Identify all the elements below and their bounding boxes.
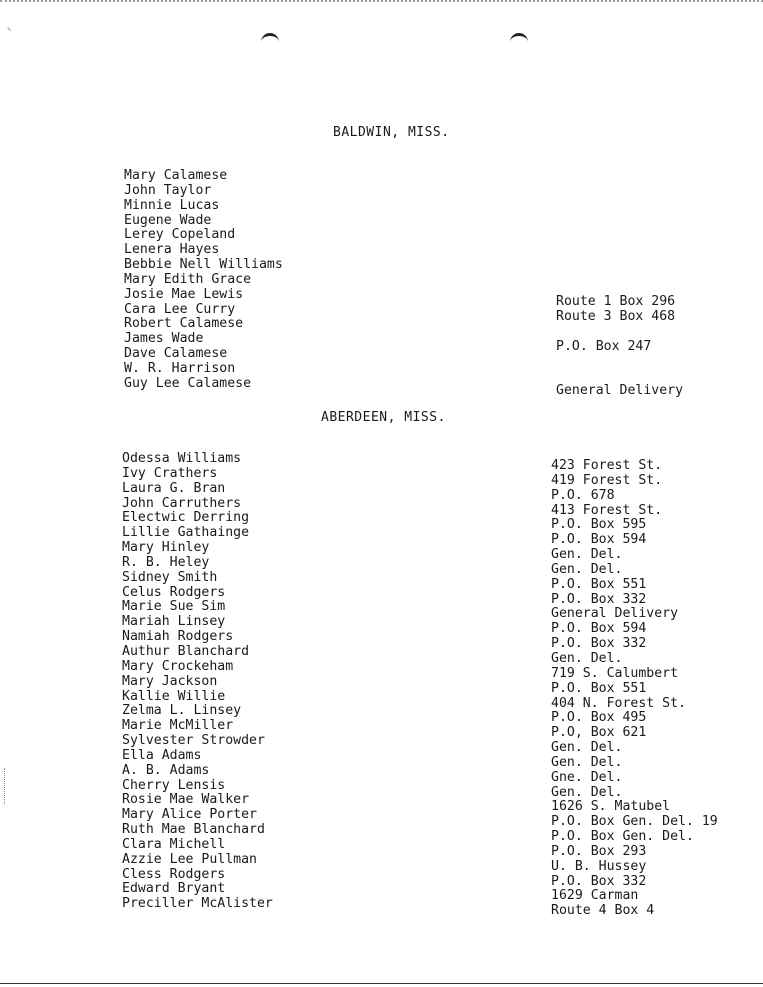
address-entry: P.O. Box 332	[551, 591, 647, 607]
address-entry: General Delivery	[551, 606, 679, 622]
address-entry: U. B. Hussey	[551, 858, 647, 874]
aberdeen-names-list	[122, 452, 273, 912]
name-entry: Clara Michell	[122, 836, 226, 852]
address-entry: P.O. Box 495	[551, 710, 647, 726]
address-entry: P.O. Box 332	[551, 873, 647, 889]
address-entry: General Delivery	[556, 383, 684, 399]
address-entry: Gne. Del.	[551, 769, 623, 785]
address-entry: P.O. Box 332	[551, 636, 647, 652]
name-entry: Mary Calamese	[124, 168, 228, 183]
address-entry: Gen. Del.	[551, 650, 623, 666]
name-entry: Authur Blanchard	[122, 643, 250, 659]
name-entry: Lerey Copeland	[124, 227, 236, 243]
address-entry: Route 4 Box 4	[551, 903, 655, 919]
address-entry: P.O. Box Gen. Del.	[551, 829, 694, 845]
name-entry: Azzie Lee Pullman	[122, 851, 257, 867]
name-entry: Ruth Mae Blanchard	[122, 822, 265, 838]
name-entry: Mary Alice Porter	[122, 807, 257, 823]
address-entry: P.O. Box Gen. Del. 19	[551, 814, 718, 830]
name-entry: Josie Mae Lewis	[124, 286, 244, 302]
name-entry: Electwic Derring	[122, 510, 250, 526]
name-entry: John Carruthers	[122, 495, 242, 511]
address-entry: 419 Forest St.	[551, 472, 663, 488]
address-entry: P.O. Box 595	[551, 517, 647, 533]
address-entry: P.O. Box 293	[551, 843, 647, 859]
name-entry: Preciller McAlister	[122, 896, 273, 912]
name-entry: Kallie Willie	[122, 688, 226, 704]
name-entry: Edward Bryant	[122, 881, 226, 897]
name-entry: Robert Calamese	[124, 316, 244, 332]
name-entry: Eugene Wade	[124, 212, 212, 228]
address-entry: 413 Forest St.	[551, 502, 663, 518]
name-entry: Bebbie Nell Williams	[124, 257, 283, 273]
address-entry: P.O. Box 594	[551, 532, 647, 548]
aberdeen-addresses-list	[551, 459, 718, 919]
name-entry: Celus Rodgers	[122, 584, 226, 600]
name-entry: Sidney Smith	[122, 569, 218, 585]
name-entry: Mary Edith Grace	[124, 271, 252, 287]
name-entry: Cherry Lensis	[122, 777, 226, 793]
name-entry: Mary Jackson	[122, 673, 218, 689]
name-entry: Lenera Hayes	[124, 242, 220, 258]
name-entry: Odessa Williams	[122, 451, 242, 466]
address-entry: P.O. Box 551	[551, 576, 647, 592]
binder-hole-mark-right	[510, 33, 528, 46]
address-entry: Gen. Del.	[551, 754, 623, 770]
margin-smudge	[4, 768, 13, 804]
name-entry: Laura G. Bran	[122, 480, 226, 496]
address-entry	[556, 354, 683, 369]
name-entry: Mary Hinley	[122, 540, 210, 556]
address-entry	[556, 369, 683, 384]
name-entry: Mary Crockeham	[122, 658, 234, 674]
address-entry: P.O. Box 594	[551, 621, 647, 637]
address-entry: Gen. Del.	[551, 784, 623, 800]
address-entry: 404 N. Forest St.	[551, 695, 686, 711]
name-entry: Lillie Gathainge	[122, 525, 250, 541]
aberdeen-heading: ABERDEEN, MISS.	[321, 410, 446, 425]
corner-mark: ◟	[6, 20, 13, 33]
baldwin-heading: BALDWIN, MISS.	[333, 125, 450, 140]
name-entry: Ella Adams	[122, 747, 202, 763]
address-entry: 719 S. Calumbert	[551, 665, 679, 681]
name-entry: Zelma L. Linsey	[122, 703, 242, 719]
name-entry: Mariah Linsey	[122, 614, 226, 630]
name-entry: A. B. Adams	[122, 762, 210, 778]
name-entry: Sylvester Strowder	[122, 733, 265, 749]
binder-hole-mark-left	[261, 33, 279, 46]
name-entry: Marie McMiller	[122, 718, 234, 734]
name-entry: W. R. Harrison	[124, 360, 236, 376]
address-entry: 1629 Carman	[551, 888, 639, 904]
baldwin-addresses-list	[556, 295, 683, 399]
perforated-edge	[0, 0, 763, 8]
name-entry: Cara Lee Curry	[124, 301, 236, 317]
name-entry: Namiah Rodgers	[122, 629, 234, 645]
name-entry: Ivy Crathers	[122, 465, 218, 481]
address-entry: Route 1 Box 296	[556, 294, 676, 309]
address-entry: 1626 S. Matubel	[551, 799, 671, 815]
address-entry	[556, 325, 683, 340]
address-entry: Route 3 Box 468	[556, 308, 676, 324]
bottom-rule	[0, 983, 763, 984]
name-entry: Rosie Mae Walker	[122, 792, 250, 808]
name-entry: R. B. Heley	[122, 554, 210, 570]
name-entry: Marie Sue Sim	[122, 599, 226, 615]
name-entry: Minnie Lucas	[124, 197, 220, 213]
address-entry: Gen. Del.	[551, 561, 623, 577]
name-entry: John Taylor	[124, 182, 212, 198]
address-entry: Gen. Del.	[551, 740, 623, 756]
baldwin-names-list	[124, 169, 283, 392]
name-entry: Cless Rodgers	[122, 866, 226, 882]
address-entry: Gen. Del.	[551, 547, 623, 563]
name-entry: Guy Lee Calamese	[124, 375, 252, 391]
address-entry: P.O, Box 621	[551, 725, 647, 741]
address-entry: P.O. Box 551	[551, 680, 647, 696]
name-entry: Dave Calamese	[124, 346, 228, 362]
address-entry: P.O. Box 247	[556, 338, 652, 354]
name-entry: James Wade	[124, 331, 204, 347]
address-entry: 423 Forest St.	[551, 458, 663, 473]
address-entry: P.O. 678	[551, 487, 615, 503]
